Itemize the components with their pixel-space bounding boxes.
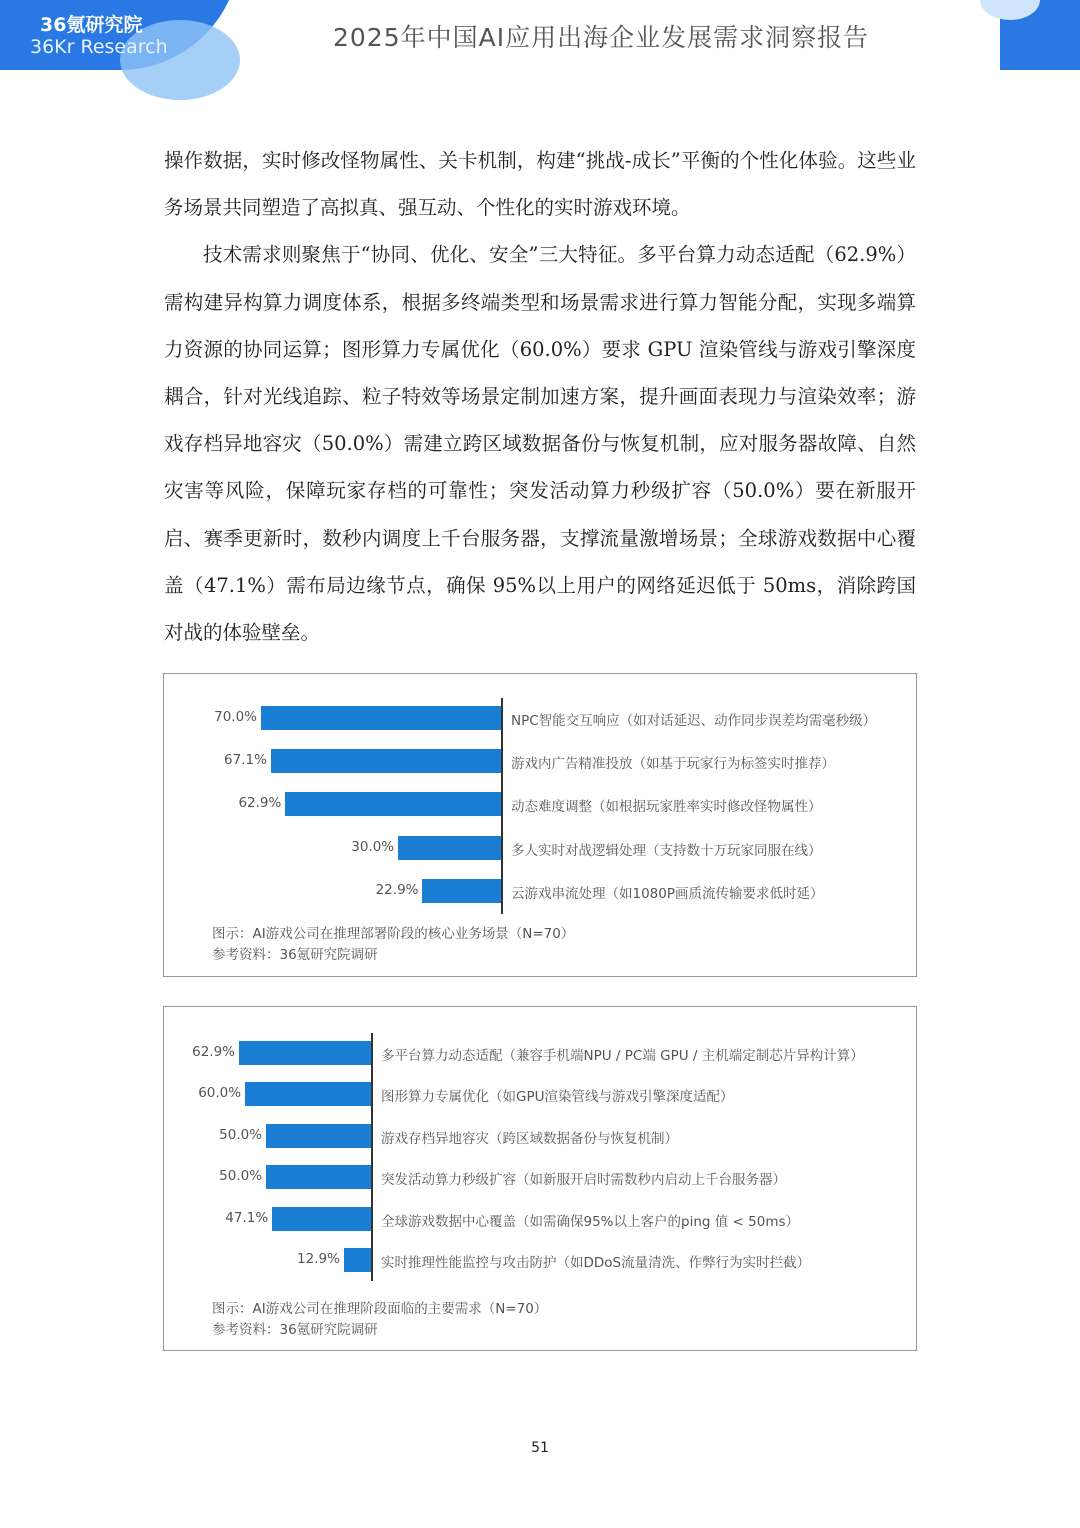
value-label: 62.9% [238,795,282,812]
bar [285,792,501,816]
body-text [164,137,916,656]
value-label: 47.1% [225,1209,269,1226]
bar [266,1124,371,1148]
report-title: 2025年中国AI应用出海企业发展需求洞察报告 [333,23,870,52]
category-label: 多人实时对战逻辑处理（支持数十万玩家同服在线） [511,842,822,859]
category-label: 游戏内广告精准投放（如基于玩家行为标签实时推荐） [511,756,835,773]
bar [266,1165,371,1189]
category-label: NPC智能交互响应（如对话延迟、动作同步误差均需毫秒级） [511,713,877,729]
bar [344,1248,371,1272]
category-label: 多平台算力动态适配（兼容手机端NPU / PC端 GPU / 主机端定制芯片异构计算） [381,1048,864,1064]
value-label: 62.9% [192,1044,235,1060]
bar [398,836,501,860]
bar [271,749,501,773]
logo-cn: 36氪研究院 [40,14,143,36]
value-label: 60.0% [198,1085,242,1102]
paragraph: 操作数据，实时修改怪物属性、关卡机制，构建“挑战-成长”平衡的个性化体验。这些业务场景共同塑造了高拟真、强互动、个性化的实时游戏环境。 [164,149,916,220]
chart-source: 参考资料：36氪研究院调研 [212,1322,378,1338]
chart-title: 图示：AI游戏公司在推理部署阶段的核心业务场景（N=70） [212,926,575,942]
bar [245,1082,371,1106]
value-label: 50.0% [219,1168,263,1185]
category-label: 动态难度调整（如根据玩家胜率实时修改怪物属性） [511,799,822,816]
category-label: 突发活动算力秒级扩容（如新服开启时需数秒内启动上千台服务器） [381,1172,786,1189]
logo-en: 36Kr Research [30,36,168,58]
chart-title: 图示：AI游戏公司在推理阶段面临的主要需求（N=70） [212,1301,548,1317]
category-label: 实时推理性能监控与攻击防护（如DDoS流量清洗、作弊行为实时拦截） [381,1255,811,1271]
page-number: 51 [531,1440,549,1456]
chart-axis [501,698,503,914]
value-label: 30.0% [351,838,395,855]
value-label: 12.9% [297,1251,340,1267]
chart-axis [371,1033,373,1281]
value-label: 70.0% [214,709,257,725]
category-label: 图形算力专属优化（如GPU渲染管线与游戏引擎深度适配） [381,1089,734,1106]
value-label: 22.9% [375,881,419,898]
chart-main-needs [163,1006,917,1351]
value-label: 67.1% [224,752,267,769]
category-label: 游戏存档异地容灾（跨区域数据备份与恢复机制） [381,1130,678,1147]
bar [422,879,501,903]
category-label: 全球游戏数据中心覆盖（如需确保95%以上客户的ping 值 < 50ms） [381,1213,799,1230]
value-label: 50.0% [219,1126,263,1143]
chart-core-scenarios [163,673,917,977]
bar [272,1207,371,1231]
category-label: 云游戏串流处理（如1080P画质流传输要求低时延） [511,885,824,902]
bar [239,1041,371,1065]
page-header [0,0,1080,70]
chart-source: 参考资料：36氪研究院调研 [212,947,378,963]
bar [261,706,501,730]
paragraph: 技术需求则聚焦于“协同、优化、安全”三大特征。多平台算力动态适配（62.9%）需构建异构算力调度体系，根据多终端类型和场景需求进行算力智能分配，实现多端算力资源的协同运算；图形算力专属优化（60.0%）要求 GPU 渲染管线与游戏引擎深度耦合，针对光线追踪、粒子特效等场景定制加速方案，提升画面表现力与渲染效率；游戏存档异地容灾（50.0%）需建立跨区域数据备份与恢复机制，应对服务器故障、自然灾害等风险，保障玩家存档的可靠性；突发活动算力秒级扩容（50.0%）要在新服开启、赛季更新时，数秒内调度上千台服务器，支撑流量激增场景；全球游戏数据中心覆盖（47.1%）需布局边缘节点，确保 95%以上用户的网络延迟低于 50ms，消除跨国对战的体验壁垒。 [164,243,916,645]
